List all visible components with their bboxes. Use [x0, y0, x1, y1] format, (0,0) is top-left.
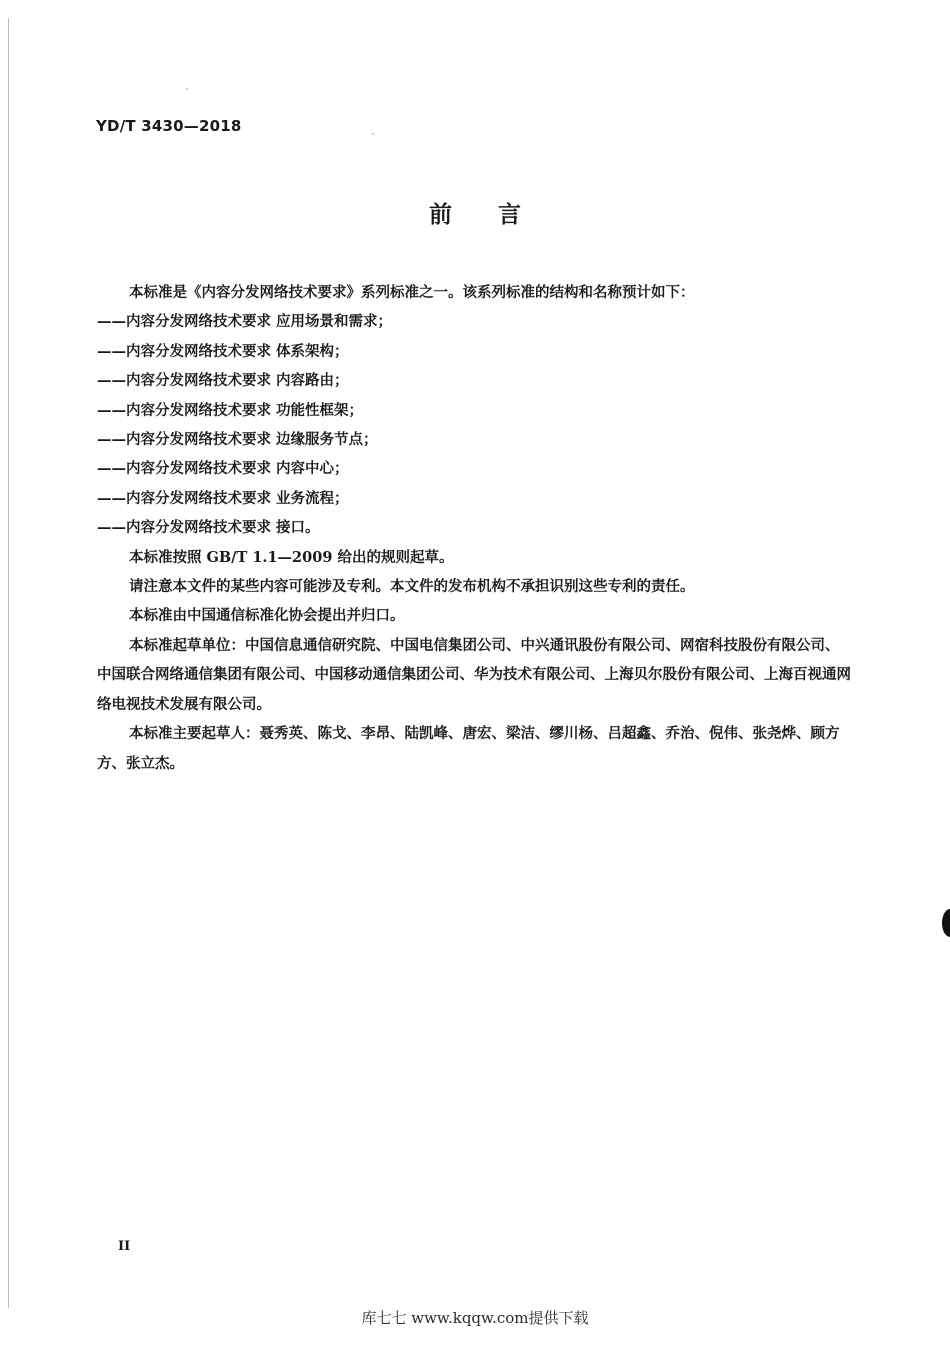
scan-speck — [186, 88, 188, 90]
series-item: ——内容分发网络技术要求 接口。 — [97, 519, 320, 537]
series-item: ——内容分发网络技术要求 功能性框架； — [97, 401, 364, 419]
proposer-paragraph: 本标准由中国通信标准化协会提出并归口。 — [129, 607, 405, 625]
series-item: ——内容分发网络技术要求 业务流程； — [97, 489, 349, 507]
drafting-rule-paragraph: 本标准按照 GB/T 1.1—2009 给出的规则起草。 — [129, 548, 454, 566]
patent-notice-paragraph: 请注意本文件的某些内容可能涉及专利。本文件的发布机构不承担识别这些专利的责任。 — [129, 578, 695, 596]
drafting-units-paragraph: 本标准起草单位：中国信息通信研究院、中国电信集团公司、中兴通讯股份有限公司、网宿科技股份有限公司、中国联合网络通信集团有限公司、中国移动通信集团公司、华为技术有限公司、上海贝尔股份有限公司、上海百视通网络电视技术发展有限公司。 — [97, 636, 851, 713]
drafters-paragraph: 本标准主要起草人：聂秀英、陈戈、李昂、陆凯峰、唐宏、梁洁、缪川杨、吕超鑫、乔治、倪伟、张尧烨、顾方方、张立杰。 — [97, 725, 840, 772]
scan-speck — [372, 133, 374, 135]
page-number: II — [118, 1239, 131, 1254]
series-item: ——内容分发网络技术要求 内容中心； — [97, 460, 349, 478]
page-title: 前言 — [429, 202, 567, 228]
scan-edge-mark — [942, 909, 950, 937]
series-item: ——内容分发网络技术要求 体系架构； — [97, 342, 349, 360]
document-code: YD/T 3430—2018 — [96, 117, 242, 135]
series-item: ——内容分发网络技术要求 内容路由； — [97, 372, 349, 390]
series-item: ——内容分发网络技术要求 应用场景和需求； — [97, 313, 393, 331]
footer-watermark: 库七七 www.kqqw.com提供下载 — [361, 1309, 589, 1327]
series-item: ——内容分发网络技术要求 边缘服务节点； — [97, 431, 378, 449]
foreword-body — [97, 278, 853, 778]
intro-paragraph: 本标准是《内容分发网络技术要求》系列标准之一。该系列标准的结构和名称预计如下： — [129, 284, 695, 301]
